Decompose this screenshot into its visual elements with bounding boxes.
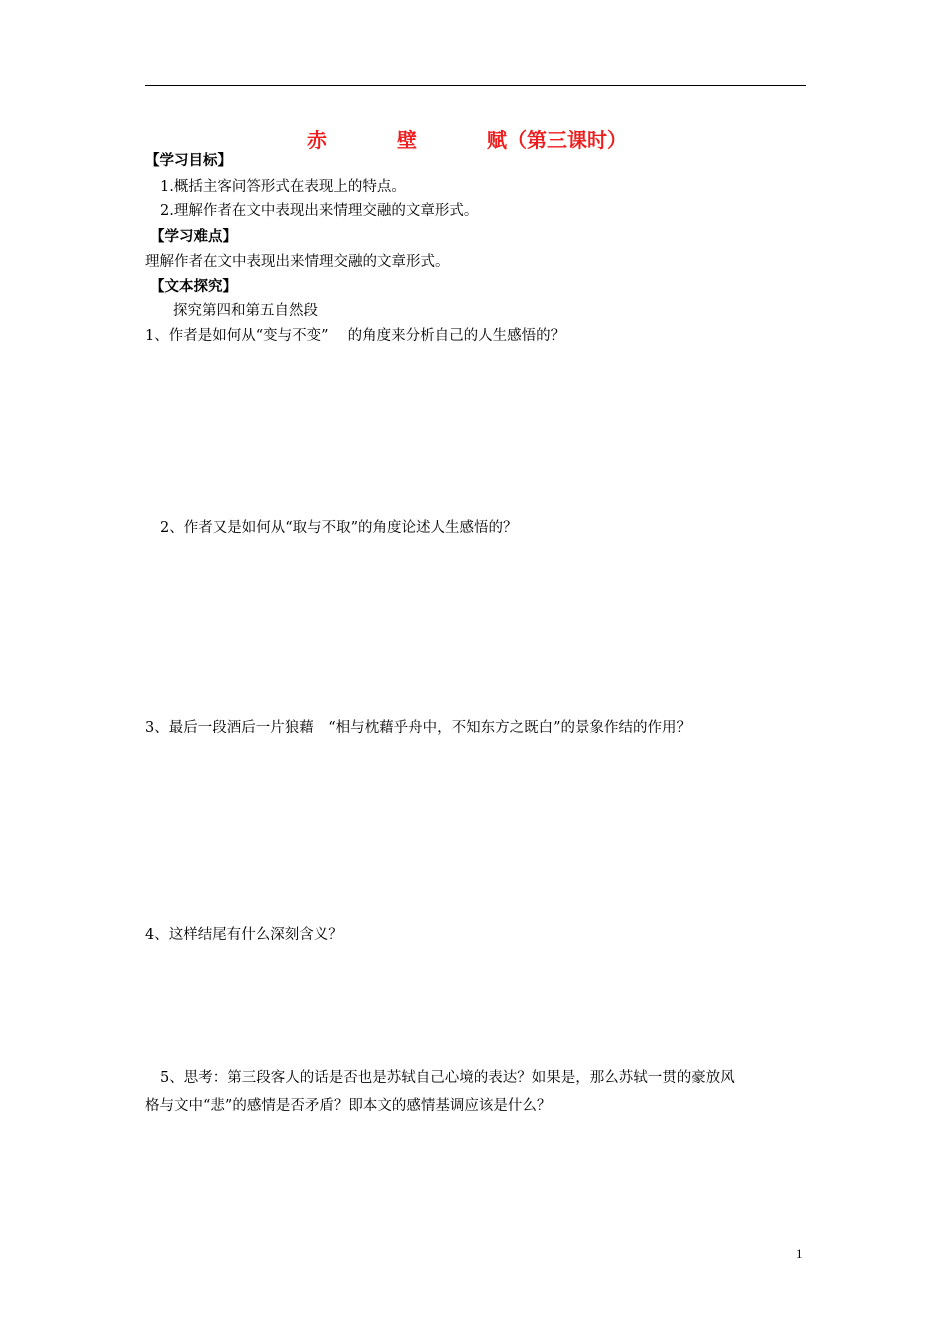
answer-space-1[interactable] (145, 350, 806, 510)
inquiry-intro: 探究第四和第五自然段 (173, 303, 318, 319)
question-5-line-1: 5、思考：第三段客人的话是否也是苏轼自己心境的表达？如果是，那么苏轼一贯的豪放风 (160, 1070, 735, 1086)
answer-space-5[interactable] (145, 1122, 806, 1232)
header-rule (145, 85, 806, 86)
question-2: 2、作者又是如何从“取与不取”的角度论述人生感悟的？ (160, 520, 518, 536)
title-char-chi: 赤 (307, 128, 327, 152)
page-number: 1 (796, 1246, 803, 1261)
objective-item-2: 2.理解作者在文中表现出来情理交融的文章形式。 (160, 203, 479, 219)
objectives-heading: 【学习目标】 (145, 153, 232, 169)
answer-space-2[interactable] (145, 542, 806, 712)
question-3: 3、最后一段酒后一片狼藉 “相与枕藉乎舟中，不知东方之既白”的景象作结的作用？ (145, 720, 692, 736)
answer-space-4[interactable] (145, 949, 806, 1061)
question-5-line-2: 格与文中“悲”的感情是否矛盾？即本文的感情基调应该是什么？ (145, 1098, 552, 1114)
question-4: 4、这样结尾有什么深刻含义？ (145, 927, 343, 943)
title-char-bi: 壁 (397, 128, 417, 152)
page-title (0, 124, 950, 152)
answer-space-3[interactable] (145, 742, 806, 917)
objective-item-1: 1.概括主客问答形式在表现上的特点。 (160, 179, 406, 195)
inquiry-heading: 【文本探究】 (150, 279, 237, 295)
difficulties-heading: 【学习难点】 (150, 229, 237, 245)
question-1: 1、作者是如何从“变与不变” 的角度来分析自己的人生感悟的？ (145, 328, 566, 344)
title-char-fu-lesson: 赋（第三课时） (487, 128, 627, 152)
difficulties-text: 理解作者在文中表现出来情理交融的文章形式。 (145, 254, 450, 270)
